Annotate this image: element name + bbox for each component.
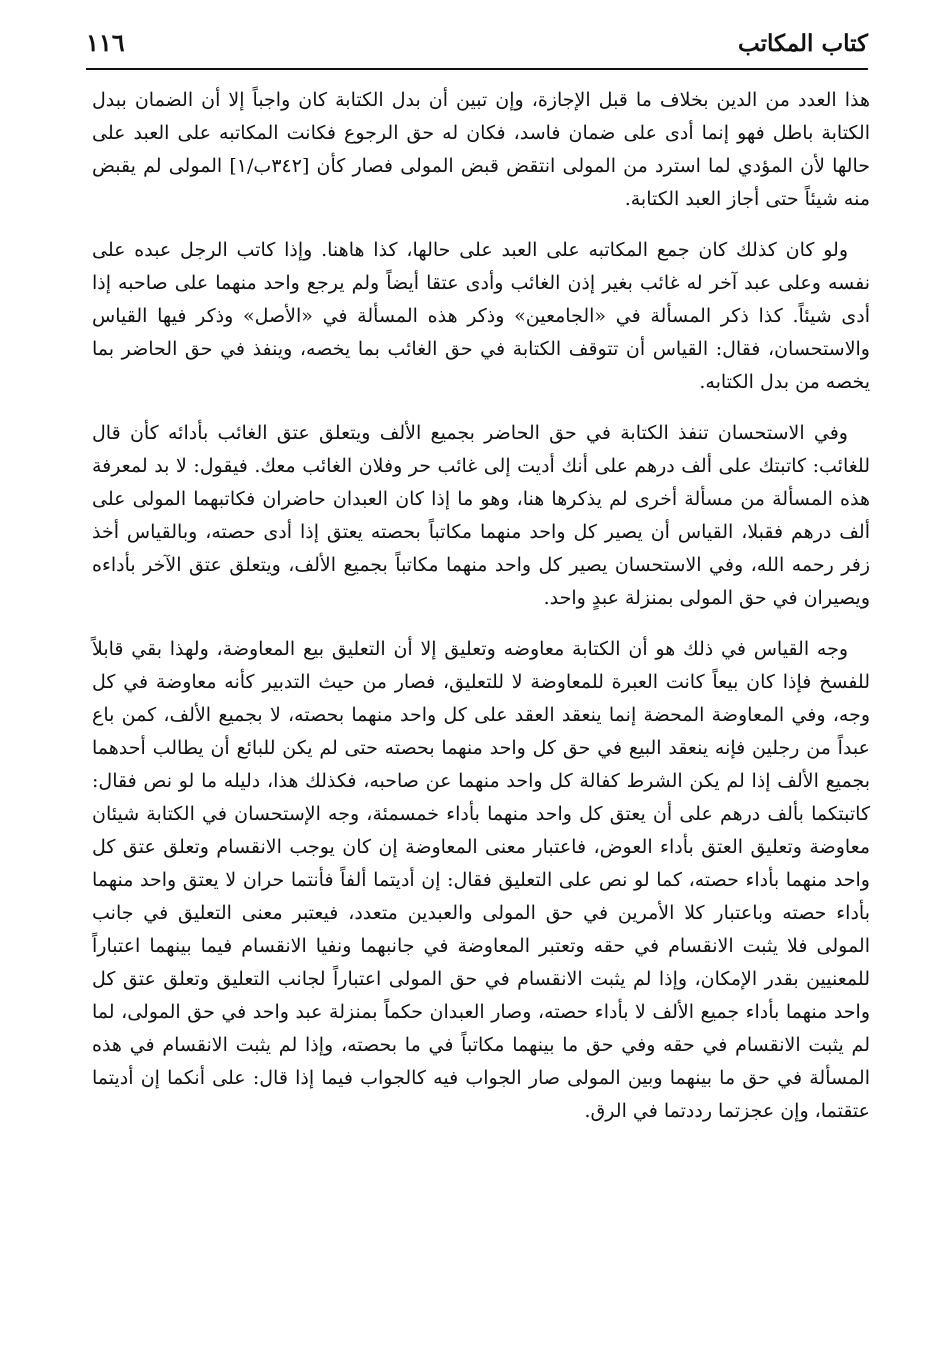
paragraph: وفي الاستحسان تنفذ الكتابة في حق الحاضر بجميع الألف ويتعلق عتق الغائب بأدائه كأن قال للغائب: كاتبتك على ألف درهم على أنك أديت إلى غائب حر وفلان الغائب معك. فيقول: لا بد لمعرفة هذه المسألة من مسألة أخرى لم يذكرها هنا، وهو ما إذا كان العبدان حاضران فكاتبهما المولى على ألف درهم فقبلا، القياس أن يصير كل واحد منهما مكاتباً بحصته يعتق إذا أدى حصته، وبالقياس أخذ زفر رحمه الله، وفي الاستحسان يصير كل واحد منهما مكاتباً بجميع الألف، ويتعلق عتق الآخر بأداءه ويصيران في حق المولى بمنزلة عبدٍ واحد.: [92, 422, 870, 609]
header-divider: [86, 68, 868, 70]
page-number: ١١٦: [86, 28, 125, 57]
body-text: [92, 84, 870, 1146]
paragraph: ولو كان كذلك كان جمع المكاتبه على العبد على حالها، كذا هاهنا. وإذا كاتب الرجل عبده على نفسه وعلى عبد آخر له غائب بغير إذن الغائب وأدى عتقا أيضاً ولم يرجع واحد منهما على صاحبه إذا أدى شيئاً. كذا ذكر المسألة في «الجامعين» وذكر هذه المسألة في «الأصل» وذكر فيها القياس والاستحسان، فقال: القياس أن تتوقف الكتابة في حق الغائب بما يخصه، وينفذ في حق الحاضر بما يخصه من بدل الكتابه.: [92, 239, 870, 393]
running-title: كتاب المكاتب: [738, 30, 868, 57]
paragraph: هذا العدد من الدين بخلاف ما قبل الإجازة، وإن تبين أن بدل الكتابة كان واجباً إلا أن الضمان ببدل الكتابة باطل فهو إنما أدى على ضمان فاسد، فكان له حق الرجوع فكانت المكاتبه على العبد على حالها لأن المؤدي لما استرد من المولى انتقض قبض المولى فصار كأن [٣٤٢ب/١] المولى لم يقبض منه شيئاً حتى أجاز العبد الكتابة.: [92, 89, 871, 210]
paragraph: وجه القياس في ذلك هو أن الكتابة معاوضه وتعليق إلا أن التعليق بيع المعاوضة، ولهذا بقي قابلاً للفسخ فإذا كان بيعاً كانت العبرة للمعاوضة لا للتعليق، فصار من حيث التدبير كأنه معاوضة في كل وجه، وفي المعاوضة المحضة إنما ينعقد العقد على كل واحد منهما بحصته، لا بجميع الألف، كمن باع عبداً من رجلين فإنه ينعقد البيع في حق كل واحد منهما بحصته حتى لم يكن للبائع أن يطالب أحدهما بجميع الألف إذا لم يكن الشرط كفالة كل واحد منهما عن صاحبه، فكذلك هذا، دليله ما لو نص فقال: كاتبتكما بألف درهم على أن يعتق كل واحد منهما بأداء خمسمئة، وجه الإستحسان في الكتابة شيئان معاوضة وتعليق العتق بأداء العوض، فاعتبار معنى المعاوضة إن كان يوجب الانقسام وتعلق عتق كل واحد منهما بأداء حصته، كما لو نص على التعليق فقال: إن أديتما ألفاً فأنتما حران لا يعتق واحد منهما بأداء حصته وباعتبار كلا الأمرين في حق المولى والعبدين متعدد، فيعتبر معنى التعليق في جانب المولى فلا يثبت الانقسام في حقه وتعتبر المعاوضة في جانبهما ونفيا الانقسام فيما بينهما اعتباراً للمعنيين بقدر الإمكان، وإذا لم يثبت الانقسام في حق المولى اعتباراً لجانب التعليق وتعلق عتق كل واحد منهما بأداء جميع الألف لا بأداء حصته، وصار العبدان حكماً بمنزلة عبد واحد في حق المولى، لما لم يثبت الانقسام في حقه وفي حق ما بينهما مكاتباً في ما بحصته، وإذا لم يثبت الانقسام في هذه المسألة في حق ما بينهما وبين المولى صار الجواب فيه كالجواب فيما إذا قال: على أنكما إن أديتما عتقتما، وإن عجزتما رددتما في الرق.: [92, 638, 871, 1122]
page-header: [86, 24, 868, 68]
